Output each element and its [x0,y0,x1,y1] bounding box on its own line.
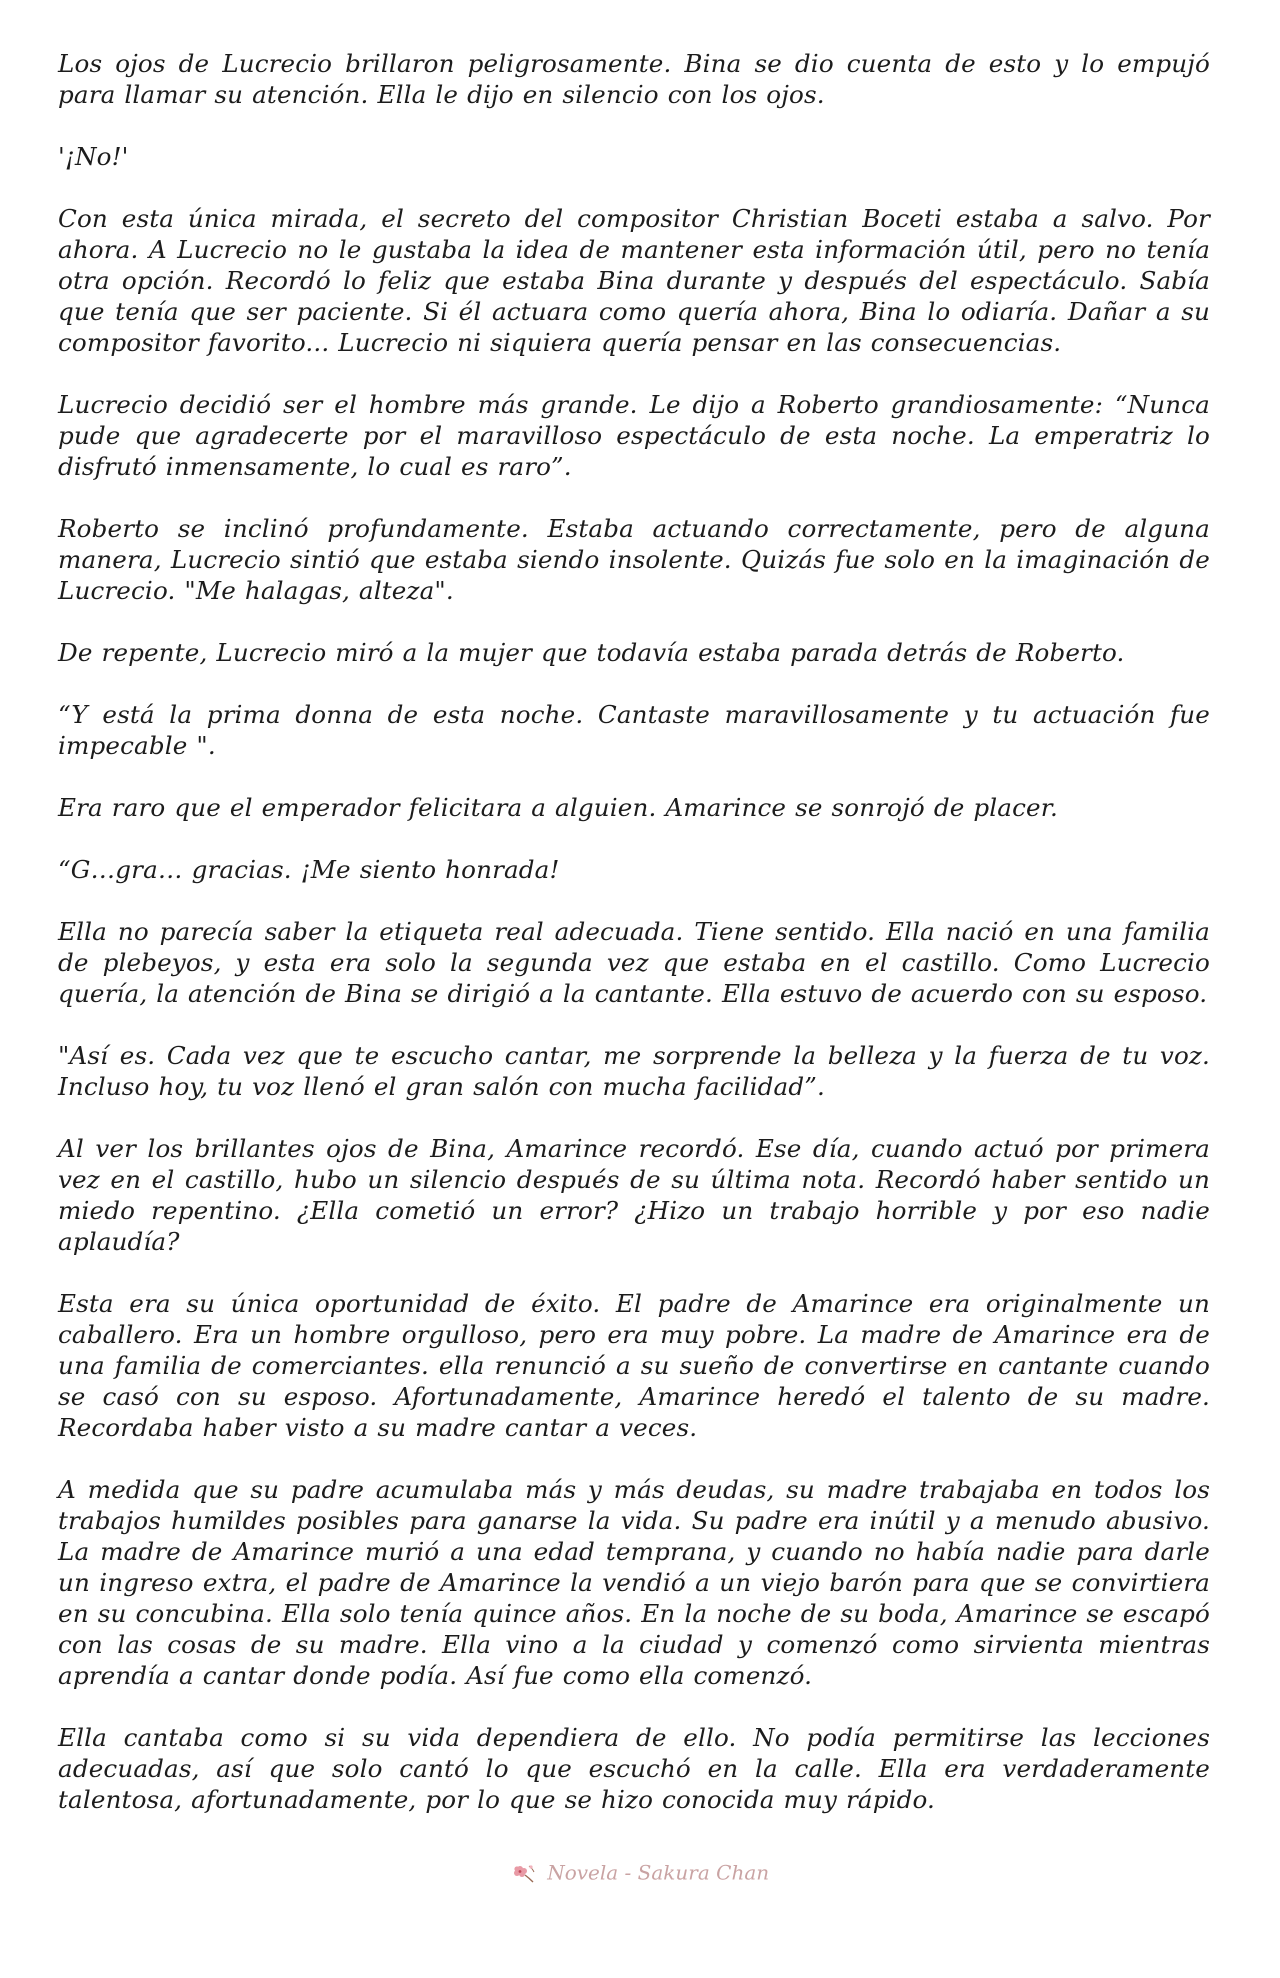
paragraph-15: Ella cantaba como si su vida dependiera de ello. No podía permitirse las lecciones adecuadas, así que solo cantó lo que escuchó en la calle. Ella era verdaderamente talentosa, afortunadamente, por lo que se hizo conocida muy rápido. [58,1723,1210,1814]
paragraph-12: Al ver los brillantes ojos de Bina, Amarince recordó. Ese día, cuando actuó por primera vez en el castillo, hubo un silencio después de su última nota. Recordó haber sentido un miedo repentino. ¿Ella cometió un error? ¿Hizo un trabajo horrible y por eso nadie aplaudía? [58,1134,1210,1256]
cherry-blossom-icon [511,1862,537,1884]
paragraph-4: Lucrecio decidió ser el hombre más grande. Le dijo a Roberto grandiosamente: “Nunca pude que agradecerte por el maravilloso espectáculo de esta noche. La emperatriz lo disfrutó inmensamente, lo cual es raro”. [58,390,1210,481]
paragraph-1: Los ojos de Lucrecio brillaron peligrosamente. Bina se dio cuenta de esto y lo empujó para llamar su atención. Ella le dijo en silencio con los ojos. [58,49,1210,109]
paragraph-6: De repente, Lucrecio miró a la mujer que todavía estaba parada detrás de Roberto. [58,638,1125,667]
document-body [58,48,1210,1815]
paragraph-7: “Y está la prima donna de esta noche. Cantaste maravillosamente y tu actuación fue impecable ". [58,700,1210,760]
paragraph-11: "Así es. Cada vez que te escucho cantar, me sorprende la belleza y la fuerza de tu voz. Incluso hoy, tu voz llenó el gran salón con mucha facilidad”. [58,1041,1210,1101]
paragraph-14: A medida que su padre acumulaba más y más deudas, su madre trabajaba en todos los trabajos humildes posibles para ganarse la vida. Su padre era inútil y a menudo abusivo. La madre de Amarince murió a una edad temprana, y cuando no había nadie para darle un ingreso extra, el padre de Amarince la vendió a un viejo barón para que se convirtiera en su concubina. Ella solo tenía quince años. En la noche de su boda, Amarince se escapó con las cosas de su madre. Ella vino a la ciudad y comenzó como sirvienta mientras aprendía a cantar donde podía. Así fue como ella comenzó. [58,1475,1210,1690]
watermark [0,1856,1280,1886]
paragraph-13: Esta era su única oportunidad de éxito. El padre de Amarince era originalmente un caballero. Era un hombre orgulloso, pero era muy pobre. La madre de Amarince era de una familia de comerciantes. ella renunció a su sueño de convertirse en cantante cuando se casó con su esposo. Afortunadamente, Amarince heredó el talento de su madre. Recordaba haber visto a su madre cantar a veces. [58,1289,1210,1442]
paragraph-2: '¡No!' [58,142,129,171]
paragraph-5: Roberto se inclinó profundamente. Estaba actuando correctamente, pero de alguna manera, Lucrecio sintió que estaba siendo insolente. Quizás fue solo en la imaginación de Lucrecio. "Me halagas, alteza". [58,514,1210,605]
paragraph-9: “G…gra… gracias. ¡Me siento honrada! [58,855,560,884]
paragraph-3: Con esta única mirada, el secreto del compositor Christian Boceti estaba a salvo. Por ahora. A Lucrecio no le gustaba la idea de mantener esta información útil, pero no tenía otra opción. Recordó lo feliz que estaba Bina durante y después del espectáculo. Sabía que tenía que ser paciente. Si él actuara como quería ahora, Bina lo odiaría. Dañar a su compositor favorito... Lucrecio ni siquiera quería pensar en las consecuencias. [58,204,1210,357]
paragraph-10: Ella no parecía saber la etiqueta real adecuada. Tiene sentido. Ella nació en una familia de plebeyos, y esta era solo la segunda vez que estaba en el castillo. Como Lucrecio quería, la atención de Bina se dirigió a la cantante. Ella estuvo de acuerdo con su esposo. [58,917,1210,1008]
paragraph-8: Era raro que el emperador felicitara a alguien. Amarince se sonrojó de placer. [58,793,1058,822]
watermark-text: Novela - Sakura Chan [547,1860,770,1885]
